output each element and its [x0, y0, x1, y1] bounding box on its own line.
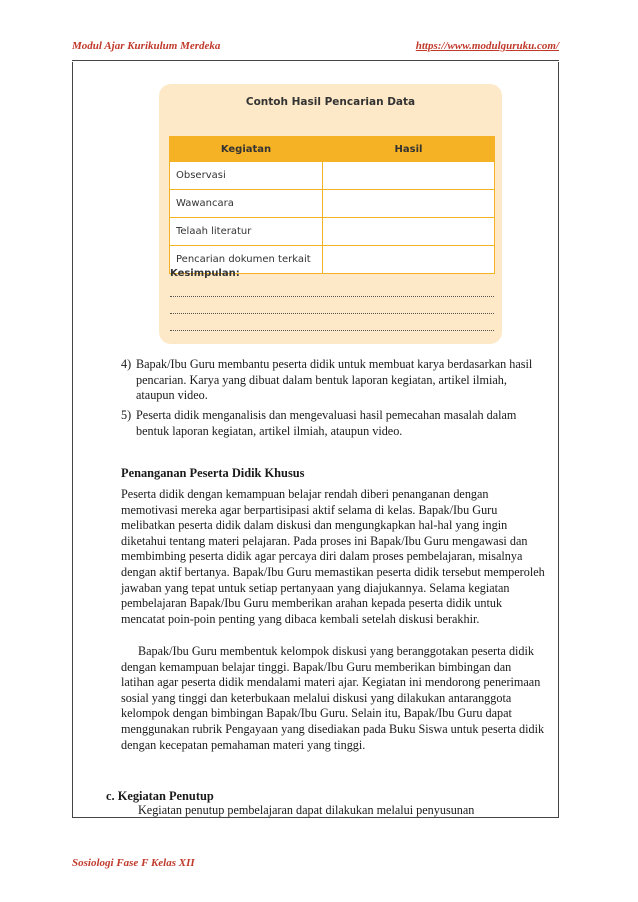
- conclusion-dotted-line: [170, 313, 494, 314]
- activity-cell: Observasi: [170, 162, 323, 190]
- step-number: 5): [121, 408, 132, 422]
- result-cell: [323, 162, 495, 190]
- special-handling-title: Penanganan Peserta Didik Khusus: [121, 466, 305, 480]
- conclusion-dotted-line: [170, 296, 494, 297]
- column-header-result: Hasil: [323, 137, 495, 162]
- step-item-5: [121, 408, 546, 439]
- special-handling-paragraph-1: Peserta didik dengan kemampuan belajar rendah diberi penanganan dengan memotivasi mereka agar berpartisipasi aktif selama di kelas. Bapak/Ibu Guru melibatkan peserta didik dalam diskusi dan mengungkapkan hal-hal yang ingin diketahui tentang materi pelajaran. Pada proses ini Bapak/Ibu Guru mengawasi dan membimbing peserta didik agar percaya diri dalam proses pembelajaran, misalnya dengan aktif bertanya. Bapak/Ibu Guru memastikan peserta didik tersebut memperoleh jawaban yang tepat untuk setiap pertanyaan yang diajukannya. Selama kegiatan pembelajaran Bapak/Ibu Guru memberikan arahan kepada peserta didik untuk mencatat poin-poin penting yang dibaca kembali setelah diskusi berakhir.: [121, 487, 545, 626]
- table-row: [170, 162, 495, 190]
- result-cell: [323, 246, 495, 274]
- conclusion-dotted-line: [170, 330, 494, 331]
- activity-cell: Wawancara: [170, 190, 323, 218]
- activity-cell: Pencarian dokumen terkait: [170, 246, 323, 274]
- data-search-example-card: [159, 84, 502, 344]
- header-website-link[interactable]: https://www.modulguruku.com/: [415, 40, 559, 52]
- activity-cell: Telaah literatur: [170, 218, 323, 246]
- table-row: [170, 190, 495, 218]
- closing-activity-title: c. Kegiatan Penutup: [106, 789, 214, 803]
- result-cell: [323, 190, 495, 218]
- conclusion-label: Kesimpulan:: [170, 268, 240, 279]
- table-header-row: [170, 137, 495, 162]
- step-text: Peserta didik menganalisis dan mengevaluasi hasil pemecahan masalah dalam bentuk laporan kegiatan, artikel ilmiah, ataupun video.: [136, 408, 517, 438]
- footer-book-title: Sosiologi Fase F Kelas XII: [72, 857, 195, 869]
- data-search-table: [169, 136, 495, 274]
- card-title: Contoh Hasil Pencarian Data: [245, 96, 416, 108]
- closing-activity-text: Kegiatan penutup pembelajaran dapat dilakukan melalui penyusunan: [138, 803, 475, 817]
- column-header-activity: Kegiatan: [170, 137, 323, 162]
- table-row: [170, 218, 495, 246]
- step-text: Bapak/Ibu Guru membantu peserta didik untuk membuat karya berdasarkan hasil pencarian. Karya yang dibuat dalam bentuk laporan kegiatan, artikel ilmiah, ataupun video.: [136, 357, 533, 403]
- special-handling-paragraph-2: Bapak/Ibu Guru membentuk kelompok diskusi yang beranggotakan peserta didik dengan kemampuan belajar tinggi. Bapak/Ibu Guru memberikan bimbingan dan latihan agar peserta didik mendalami materi ajar. Kegiatan ini mendorong penerimaan sosial yang tinggi dan keterbukaan melalui diskusi yang dilakukan antaranggota kelompok dengan bimbingan Bapak/Ibu Guru. Selain itu, Bapak/Ibu Guru dapat menggunakan rubrik Pengayaan yang disediakan pada Buku Siswa untuk peserta didik dengan kecepatan pemahaman materi yang tinggi.: [121, 644, 545, 752]
- step-number: 4): [121, 357, 132, 371]
- step-item-4: [121, 357, 546, 404]
- header-module-title: Modul Ajar Kurikulum Merdeka: [72, 40, 221, 52]
- header-divider: [72, 60, 559, 61]
- result-cell: [323, 218, 495, 246]
